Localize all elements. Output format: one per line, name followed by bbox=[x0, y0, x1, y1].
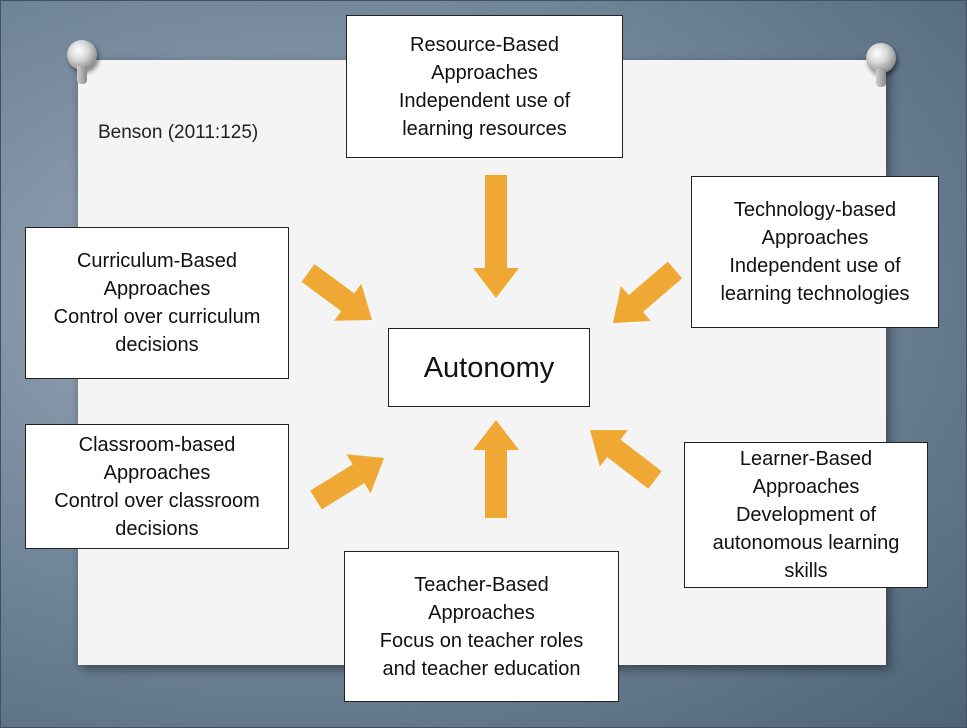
resource-based-description: Independent use of learning resources bbox=[398, 89, 571, 140]
technology-based-box bbox=[691, 176, 939, 328]
classroom-based-box bbox=[25, 424, 289, 549]
technology-based-heading: Technology-based Approaches bbox=[733, 199, 897, 249]
resource-based-heading: Resource-Based Approaches bbox=[410, 33, 559, 84]
pushpin-right-icon bbox=[866, 43, 896, 73]
learner-based-box bbox=[684, 442, 928, 588]
curriculum-based-description: Control over curriculum decisions bbox=[53, 306, 261, 356]
learner-based-heading: Learner-Based Approaches bbox=[739, 448, 873, 498]
citation-label: Benson (2011:125) bbox=[98, 122, 259, 143]
resource-based-box bbox=[346, 15, 623, 158]
pushpin-left-icon bbox=[67, 40, 97, 70]
autonomy-label: Autonomy bbox=[423, 351, 555, 384]
learner-based-description: Development of autonomous learning skills bbox=[712, 504, 900, 582]
classroom-based-heading: Classroom-based Approaches bbox=[78, 433, 236, 484]
curriculum-based-heading: Curriculum-Based Approaches bbox=[76, 250, 238, 300]
technology-based-description: Independent use of learning technologies bbox=[720, 255, 910, 305]
teacher-based-description: Focus on teacher roles and teacher education bbox=[379, 629, 584, 680]
autonomy-box bbox=[388, 328, 590, 407]
curriculum-based-box bbox=[25, 227, 289, 379]
classroom-based-description: Control over classroom decisions bbox=[54, 489, 260, 540]
teacher-based-heading: Teacher-Based Approaches bbox=[414, 573, 549, 624]
teacher-based-box bbox=[344, 551, 619, 702]
